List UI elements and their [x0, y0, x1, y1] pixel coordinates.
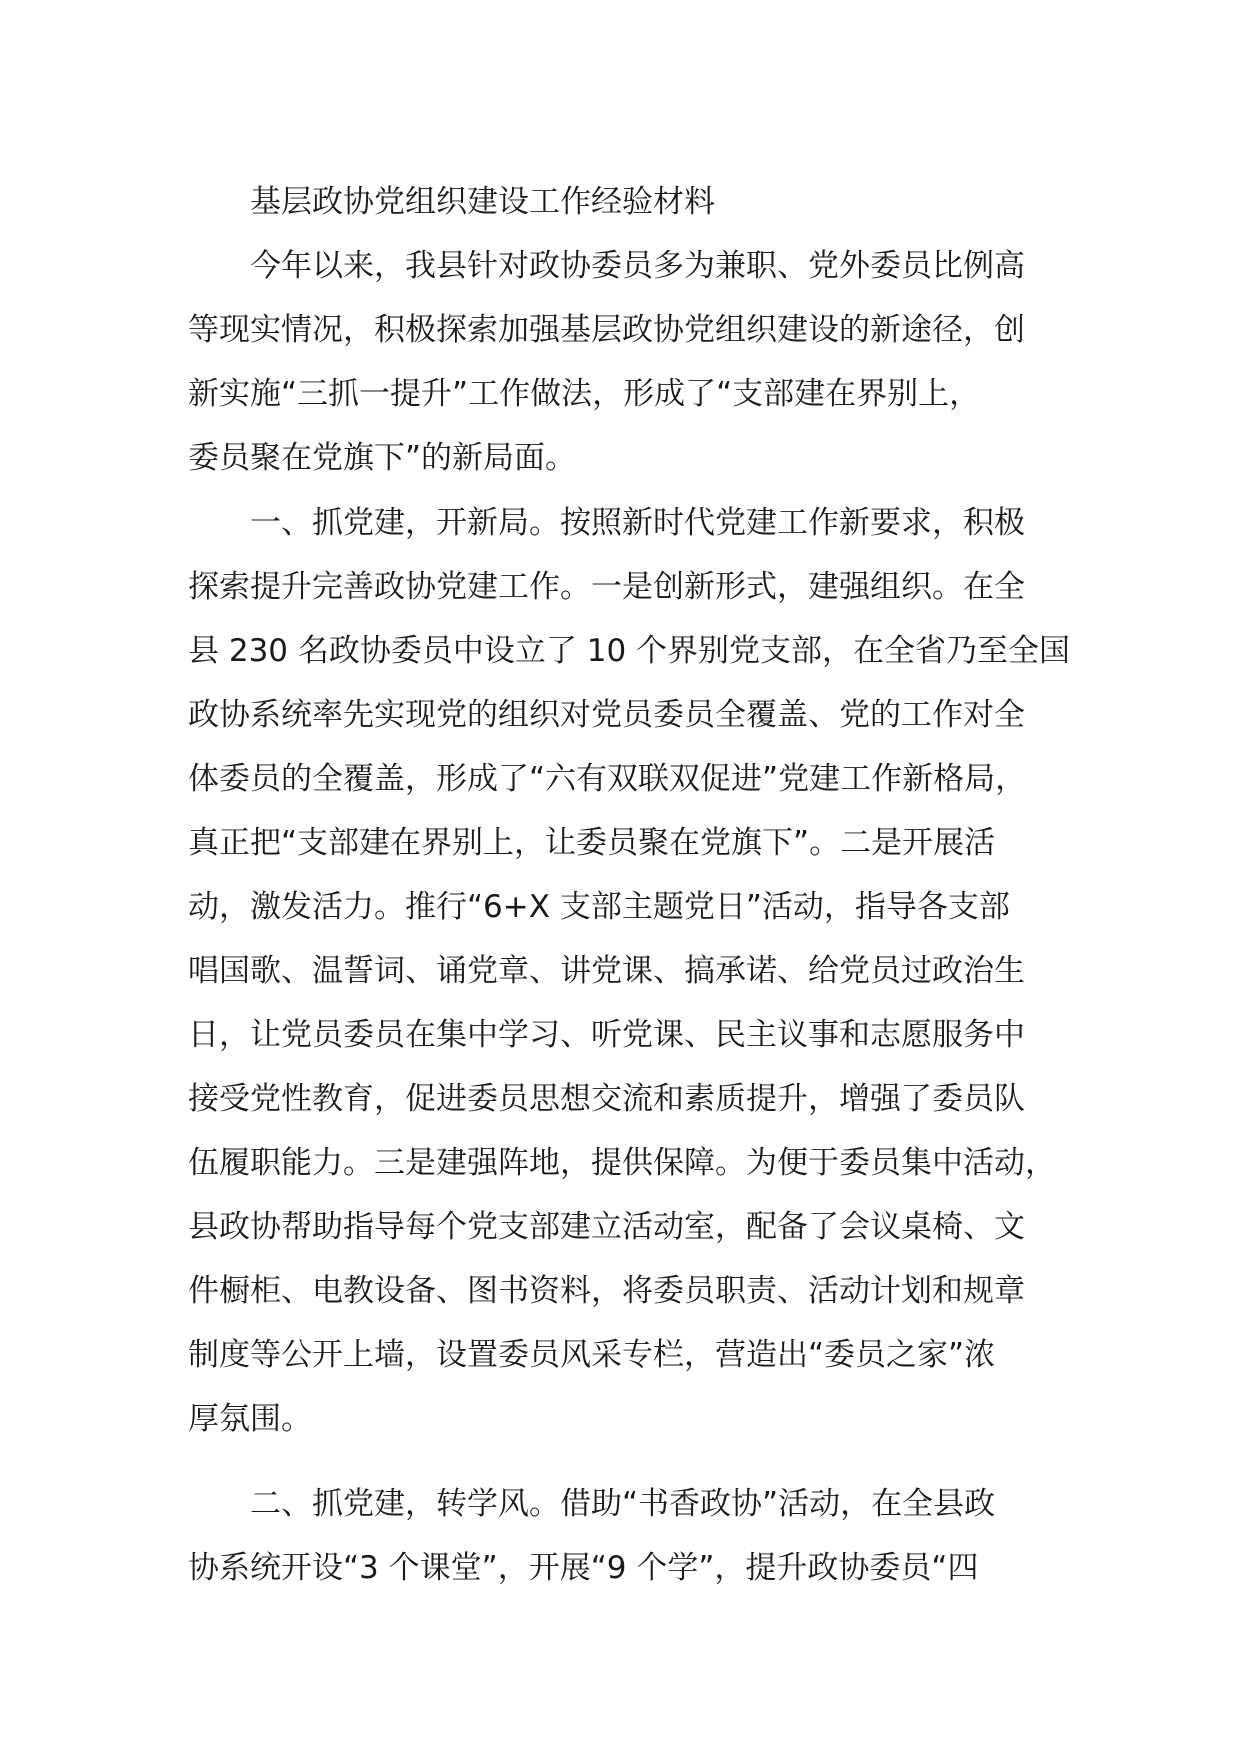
paragraph-line: 制度等公开上墙，设置委员风采专栏，营造出“委员之家”浓: [188, 1337, 996, 1373]
paragraph-section-two: [188, 1472, 1058, 1600]
paragraph-line: 件橱柜、电教设备、图书资料，将委员职责、活动计划和规章: [188, 1273, 1025, 1309]
paragraph-line: 今年以来，我县针对政协委员多为兼职、党外委员比例高: [250, 248, 1025, 284]
paragraph-line: 接受党性教育，促进委员思想交流和素质提升，增强了委员队: [188, 1081, 1025, 1117]
paragraph-line: 厚氛围。: [188, 1401, 312, 1437]
paragraph-line: 伍履职能力。三是建强阵地，提供保障。为便于委员集中活动，: [188, 1145, 1056, 1181]
paragraph-line: 真正把“支部建在界别上，让委员聚在党旗下”。二是开展活: [188, 825, 996, 861]
paragraph-line: 县 230 名政协委员中设立了 10 个界别党支部，在全省乃至全国: [188, 633, 1071, 669]
paragraph-section-one: [188, 491, 1071, 1451]
paragraph-line: 委员聚在党旗下”的新局面。: [188, 440, 577, 476]
paragraph-line: 二、抓党建，转学风。借助“书香政协”活动，在全县政: [250, 1486, 996, 1522]
paragraph-line: 协系统开设“3 个课堂”，开展“9 个学”，提升政协委员“四: [188, 1550, 979, 1586]
paragraph-line: 动，激发活力。推行“6+X 支部主题党日”活动，指导各支部: [188, 889, 1010, 925]
paragraph-line: 探索提升完善政协党建工作。一是创新形式，建强组织。在全: [188, 569, 1025, 605]
paragraph-line: 政协系统率先实现党的组织对党员委员全覆盖、党的工作对全: [188, 697, 1025, 733]
paragraph-line: 体委员的全覆盖，形成了“六有双联双促进”党建工作新格局，: [188, 761, 1027, 797]
paragraph-line: 日，让党员委员在集中学习、听党课、民主议事和志愿服务中: [188, 1017, 1025, 1053]
paragraph-intro: [188, 234, 1058, 490]
document-title: 基层政协党组织建设工作经验材料: [250, 184, 715, 220]
paragraph-line: 新实施“三抓一提升”工作做法，形成了“支部建在界别上，: [188, 376, 981, 412]
paragraph-line: 县政协帮助指导每个党支部建立活动室，配备了会议桌椅、文: [188, 1209, 1025, 1245]
paragraph-line: 唱国歌、温誓词、诵党章、讲党课、搞承诺、给党员过政治生: [188, 953, 1025, 989]
paragraph-line: 一、抓党建，开新局。按照新时代党建工作新要求，积极: [250, 505, 1025, 541]
paragraph-line: 等现实情况，积极探索加强基层政协党组织建设的新途径，创: [188, 312, 1025, 348]
